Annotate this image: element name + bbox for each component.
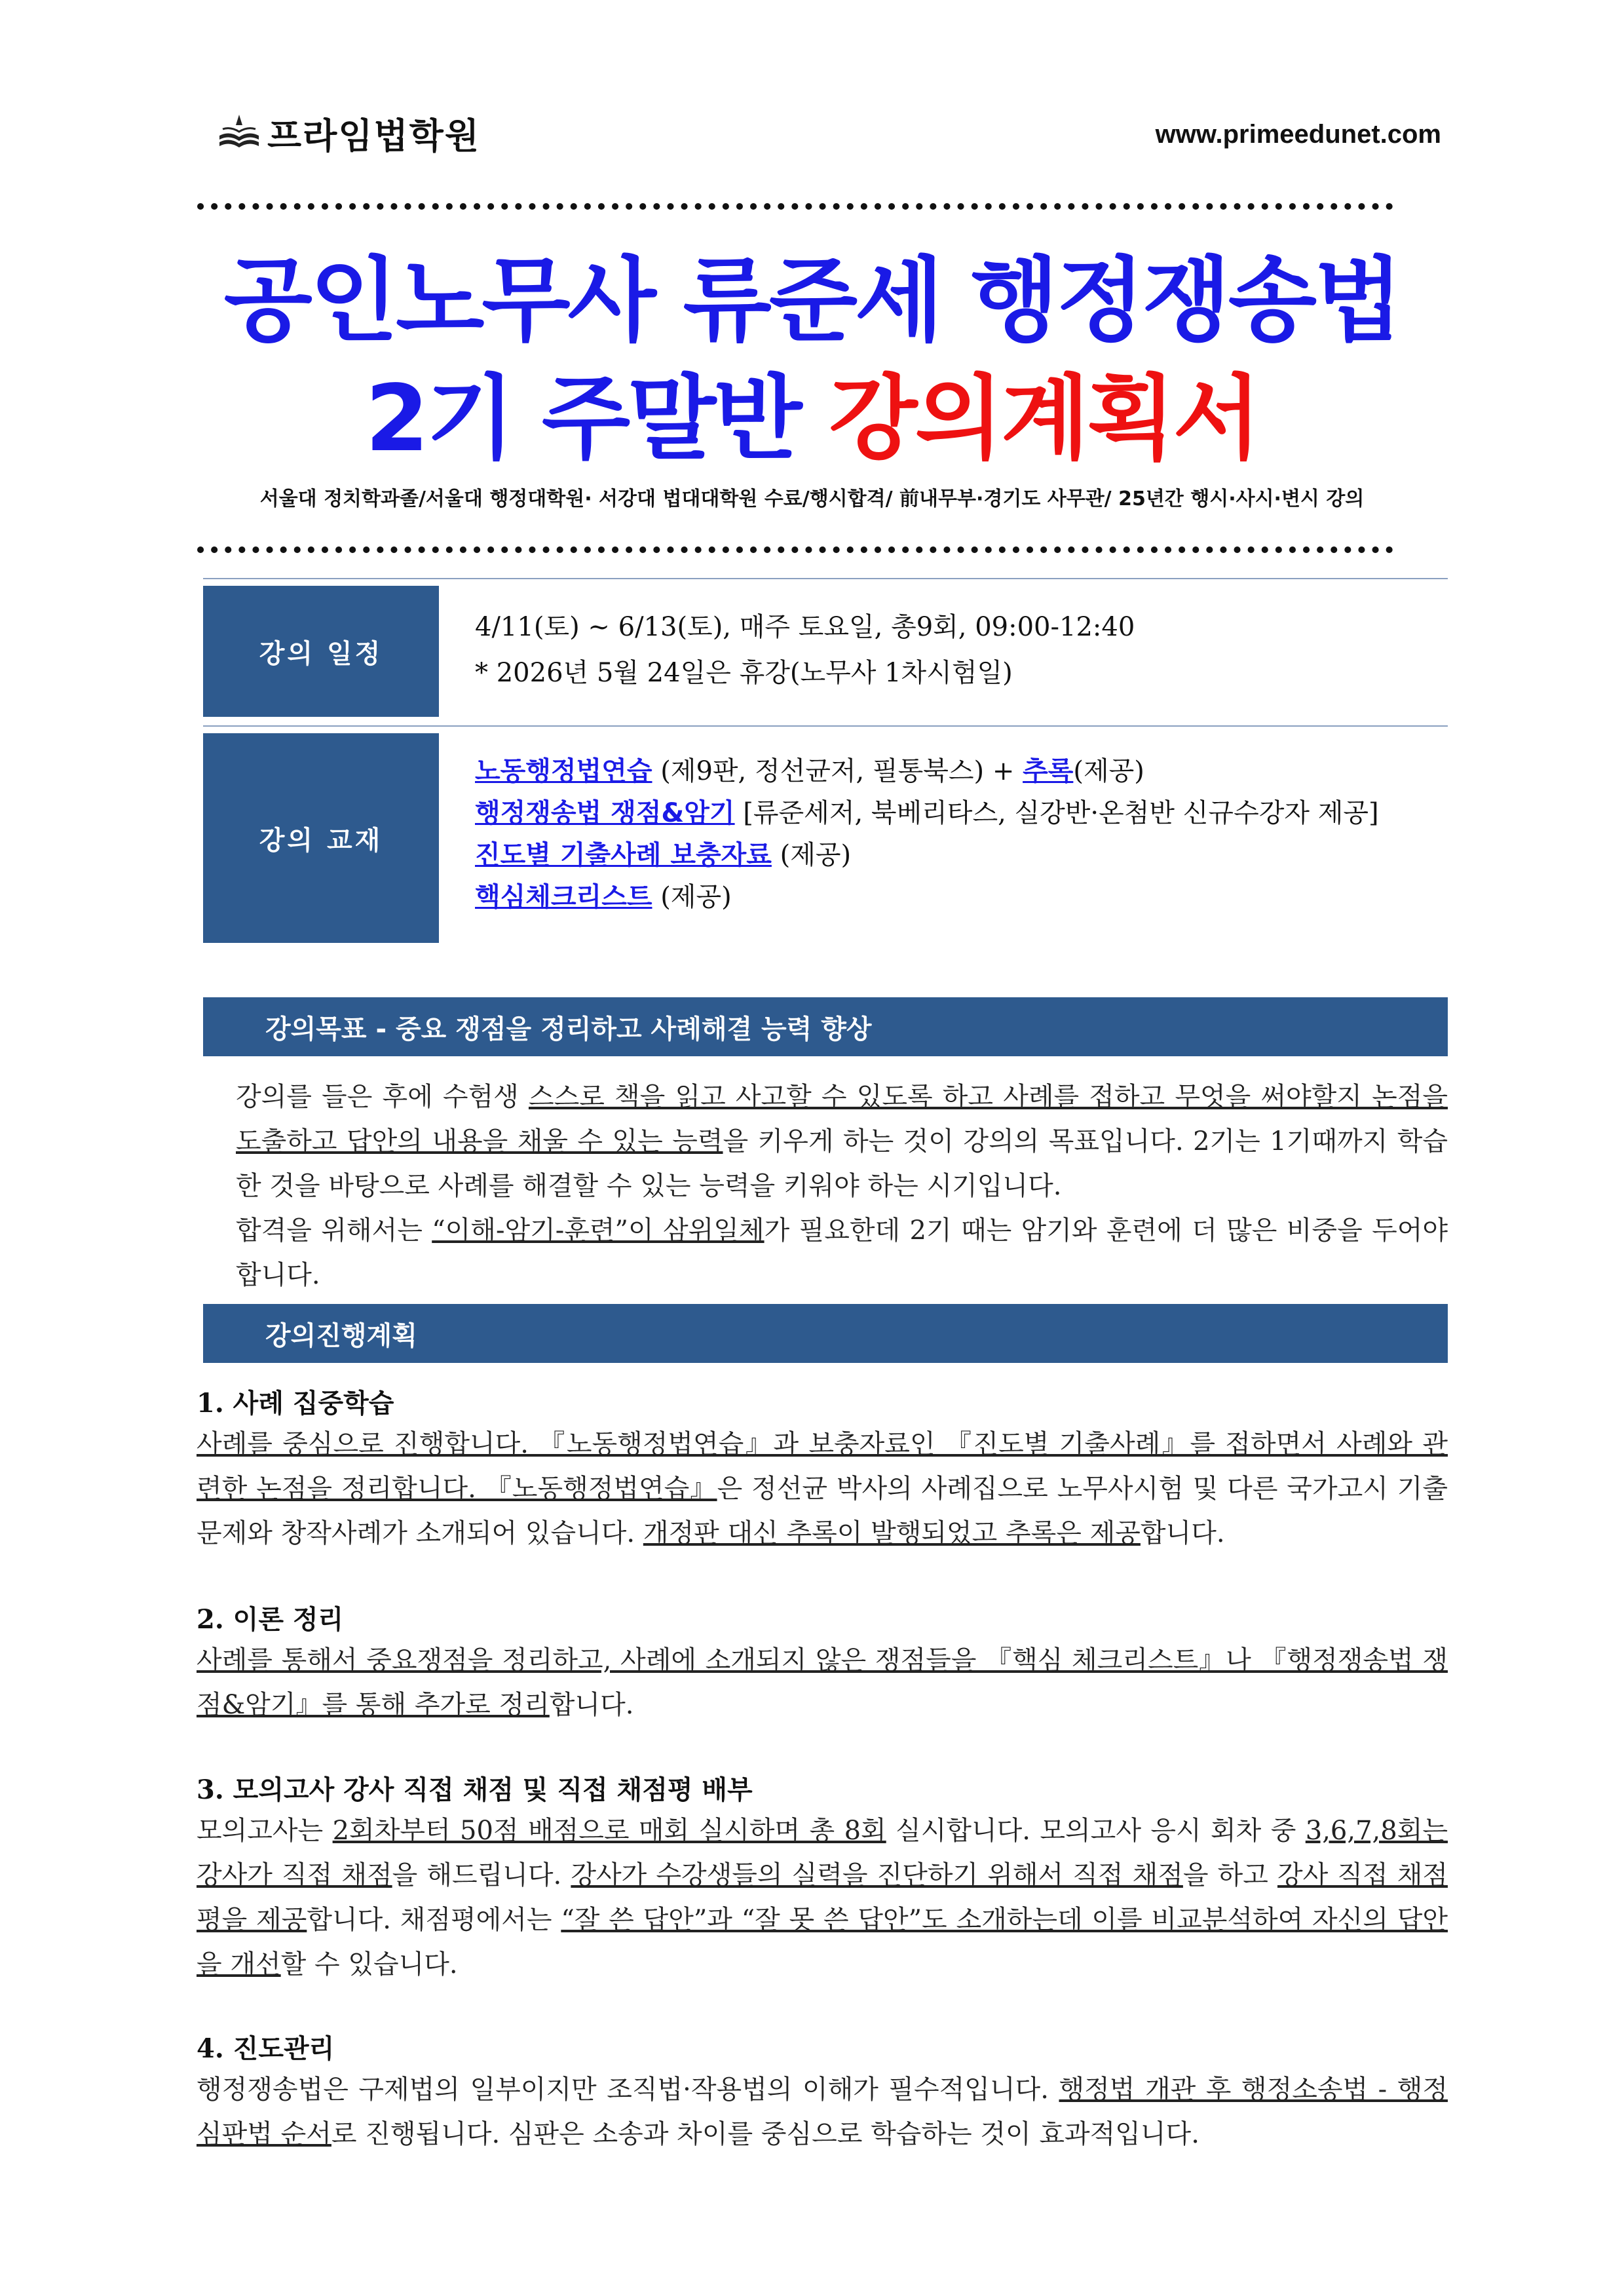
text: 을 해드립니다.	[392, 1860, 571, 1890]
textbook-item	[475, 876, 1379, 918]
schedule-content	[475, 604, 1135, 696]
dotted-divider	[197, 202, 1395, 211]
textbook-label: 강의 교재	[203, 733, 439, 943]
textbook-title: 진도별 기출사례 보충자료	[475, 840, 772, 870]
schedule-dates: 4/11(토) ~ 6/13(토), 매주 토요일, 총9회, 09:00-12:40	[475, 612, 1135, 642]
text: 합니다.	[1140, 1518, 1225, 1548]
textbook-row	[203, 725, 1448, 943]
textbook-list	[475, 750, 1379, 918]
underlined-text: 2회차부터 50점 배점으로 매회 실시하며 총 8회	[332, 1816, 886, 1846]
underlined-text: “잘 쓴 답안”과 “잘 못 쓴 답안”도 소개하는데 이를 비교분석하여 자신의 답안을 개선	[197, 1905, 1448, 1980]
underlined-text: 강사가 수강생들의 실력을 진단하기 위해서 직접 채점	[571, 1860, 1183, 1890]
underlined-text: 사례를 중심으로 진행합니다. 『노동행정법연습』과 보충자료인 『진도별 기출사례』를 접하면서 사례와 관련한 논점을 정리합니다. 『노동행정법연습』	[197, 1429, 1448, 1504]
plan-paragraph	[197, 1808, 1448, 1987]
underlined-text: 개정판 대신 추록이 발행되었고 추록은 제공	[643, 1518, 1141, 1548]
text: 합니다. 채점평에서는	[307, 1905, 561, 1935]
text: 합니다.	[549, 1690, 634, 1720]
text: 모의고사는	[197, 1816, 333, 1846]
academy-name: 프라임법학원	[267, 115, 480, 157]
textbook-title: 노동행정법연습	[475, 756, 652, 786]
plan-section-3-title: 3. 모의고사 강사 직접 채점 및 직접 채점평 배부	[197, 1774, 753, 1805]
instructor-credentials: 서울대 정치학과졸/서울대 행정대학원· 서강대 법대대학원 수료/행시합격/ 前내무부·경기도 사무관/ 25년간 행시·사시·변시 강의	[259, 488, 1365, 510]
plan-section-4-title: 4. 진도관리	[197, 2033, 335, 2064]
plan-heading	[203, 1304, 1448, 1363]
textbook-desc: (제공)	[771, 840, 852, 870]
text: 을 하고	[1182, 1860, 1277, 1890]
underlined-text: 사례를 통해서 중요쟁점을 정리하고, 사례에 소개되지 않은 쟁점들을 『핵심 체크리스트』나 『행정쟁송법 쟁점&암기』를 통해 추가로 정리	[197, 1645, 1448, 1720]
underlined-text: 행정법 개관 후 행정소송법 - 행정심판법 순서	[197, 2075, 1448, 2149]
plan-heading-text: 강의진행계획	[265, 1320, 417, 1351]
schedule-label: 강의 일정	[203, 586, 439, 717]
text: 실시합니다. 모의고사 응시 회차 중	[886, 1816, 1306, 1846]
text: 을 키우게 하는 것이 강의의 목표입니다. 2기는 1기때까지 학습한 것을 바탕으로 사례를 해결할 수 있는 능력을 키워야 하는 시기입니다.	[236, 1126, 1448, 1201]
underlined-text: 강사 직접 채점평을 제공	[197, 1860, 1448, 1935]
textbook-title: 핵심체크리스트	[475, 882, 652, 912]
textbook-title: 행정쟁송법 쟁점&암기	[475, 798, 735, 828]
goal-paragraph	[236, 1208, 1448, 1297]
text: 행정쟁송법은 구제법의 일부이지만 조직법·작용법의 이해가 필수적입니다.	[197, 2075, 1059, 2105]
textbook-desc: (제9판, 정선균저, 필통북스) +	[652, 756, 1023, 786]
textbook-desc: (제공)	[652, 882, 732, 912]
goal-paragraph	[236, 1075, 1448, 1208]
text: 합격을 위해서는	[236, 1215, 432, 1246]
page-title-line2	[0, 367, 1624, 472]
book-lamp-icon	[216, 112, 262, 155]
page-title-line1: 공인노무사 류준세 행정쟁송법	[223, 248, 1401, 354]
schedule-row	[203, 578, 1448, 717]
supplement-title: 추록	[1023, 756, 1074, 786]
supplement-desc: (제공)	[1073, 756, 1144, 786]
text: 로 진행됩니다. 심판은 소송과 차이를 중심으로 학습하는 것이 효과적입니다.	[331, 2119, 1199, 2149]
dotted-divider	[197, 545, 1395, 554]
plan-section-1-text	[197, 1422, 1448, 1556]
textbook-desc: [류준세저, 북베리타스, 실강반·온첨반 신규수강자 제공]	[734, 798, 1379, 828]
title-term: 2기 주말반	[365, 366, 829, 472]
textbook-item	[475, 792, 1379, 834]
plan-section-3-text	[197, 1808, 1448, 1987]
goal-text	[236, 1075, 1448, 1297]
plan-paragraph	[197, 2067, 1448, 2156]
text: 할 수 있습니다.	[280, 1949, 458, 1980]
title-document-type: 강의계획서	[829, 366, 1259, 472]
plan-section-2-text	[197, 1638, 1448, 1727]
website-link[interactable]: www.primeedunet.com	[1155, 120, 1441, 149]
text: 은 정선균 박사의 사례집으로 노무사시험 및 다른 국가고시 기출문제와 창작사례가 소개되어 있습니다.	[197, 1474, 1448, 1548]
textbook-item	[475, 834, 1379, 876]
plan-paragraph	[197, 1422, 1448, 1556]
goal-heading-text: 강의목표 - 중요 쟁점을 정리하고 사례해결 능력 향상	[265, 1014, 872, 1044]
schedule-note: * 2026년 5월 24일은 휴강(노무사 1차시험일)	[475, 658, 1013, 688]
goal-heading	[203, 997, 1448, 1056]
plan-section-2-title: 2. 이론 정리	[197, 1604, 344, 1635]
page-header	[216, 108, 1441, 161]
plan-section-1-title: 1. 사례 집중학습	[197, 1388, 394, 1419]
underlined-text: “이해-암기-훈련”이 삼위일체	[432, 1215, 765, 1246]
underlined-text: 3,6,7,8회는 강사가 직접 채점	[197, 1816, 1448, 1890]
academy-logo[interactable]	[216, 108, 480, 159]
text: 가 필요한데 2기 때는 암기와 훈련에 더 많은 비중을 두어야 합니다.	[236, 1215, 1448, 1290]
text: 강의를 들은 후에 수험생	[236, 1082, 529, 1112]
textbook-item	[475, 750, 1379, 792]
plan-paragraph	[197, 1638, 1448, 1727]
plan-section-4-text	[197, 2067, 1448, 2156]
underlined-text: 스스로 책을 읽고 사고할 수 있도록 하고 사례를 접하고 무엇을 써야할지 논점을 도출하고 답안의 내용을 채울 수 있는 능력	[236, 1082, 1448, 1157]
